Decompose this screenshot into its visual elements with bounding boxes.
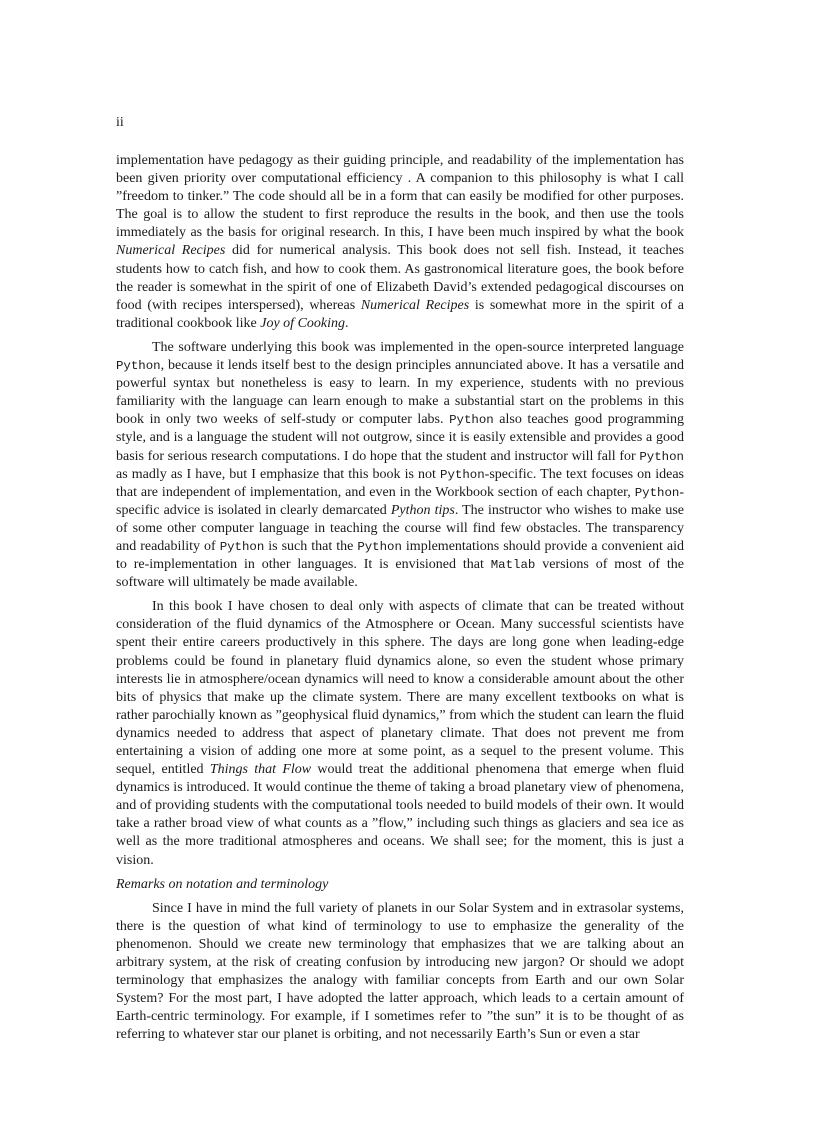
text-run: implementations should provide a convenient aid to re-implementation in other languages. It is envisioned that	[116, 538, 684, 573]
paragraph	[116, 900, 684, 1045]
text-run: is such that the	[264, 538, 358, 554]
code-text: Python	[357, 539, 402, 554]
text-run: is somewhat more in the spirit of a traditional cookbook like	[116, 297, 684, 331]
text-run: , because it lends itself best to the design principles annunciated above. It has a versatile and powerful syntax but nonetheless is easy to learn. In my experience, students with no previous familiarity with the language can learn enough to make a substantial start on the problems in this book in only two weeks of self-study or computer labs.	[116, 358, 684, 428]
italic-text: Numerical Recipes	[360, 297, 470, 313]
section-heading: Remarks on notation and terminology	[116, 876, 329, 892]
italic-text: Numerical Recipes	[116, 243, 226, 259]
italic-text: Joy of Cooking	[260, 315, 346, 331]
text-run: . The instructor who wishes to make use of some other computer language in teaching the course will find few obstacles. The transparency and readability of	[116, 502, 684, 554]
text-run: implementation have pedagogy as their guiding principle, and readability of the implementation has been given priority over computational efficiency . A companion to this philosophy is what I call ”freedom to tinker.” The code should all be in a form that can easily be modified for other purposes. The goal is to allow the student to first reproduce the results in the book, and then use the tools immediately as the basis for original research. In this, I have been much inspired by what the book	[116, 153, 684, 241]
text-run: -specific advice is isolated in clearly demarcated	[116, 484, 684, 518]
code-text: Python	[634, 485, 680, 500]
paragraph	[116, 152, 684, 333]
text-run: versions of most of the software will ultimately be made available.	[116, 557, 684, 591]
text-run: In this book I have chosen to deal only with aspects of climate that can be treated without consideration of the fluid dynamics of the Atmosphere or Ocean. Many successful scientists have spent their entire careers productively in this sphere. The days are long gone when leading-edge problems could be found in planetary fluid dynamics alone, so even the student whose primary interests lie in atmosphere/ocean dynamics will need to know a considerable amount about the other bits of physics that make up the climate system. There are many excellent textbooks on what is rather parochially known as ”geophysical fluid dynamics,” from which the student can learn the fluid dynamics needed to address that aspect of planetary climate. That does not prevent me from entertaining a vision of adding one more at some point, as a sequel to the present volume. This sequel, entitled	[116, 599, 684, 778]
code-text: Python	[219, 539, 265, 554]
code-text: Python	[639, 449, 684, 464]
text-run: also teaches good programming style, and is a language the student will not outgrow, since it is easily extensible and provides a good basis for serious research computations. I do hope that the student and instructor will fall for	[116, 412, 684, 464]
paragraph	[116, 339, 684, 592]
code-text: Matlab	[490, 558, 536, 573]
text-run: .	[345, 315, 349, 331]
italic-text: Python tips	[390, 502, 455, 518]
italic-text: Things that Flow	[209, 762, 312, 778]
text-run: Since I have in mind the full variety of planets in our Solar System and in extrasolar systems, there is the question of what kind of terminology to use to emphasize the generality of the phenomenon. Should we create new terminology that emphasizes that we are talking about an arbitrary system, at the risk of creating confusion by introducing new jargon? Or should we adopt terminology that emphasizes the analogy with familiar concepts from Earth and our own Solar System? For the most part, I have adopted the latter approach, which leads to a certain amount of Earth-centric terminology. For example, if I sometimes refer to ”the sun” it is to be thought of as referring to whatever star our planet is orbiting, and not necessarily Earth’s Sun or even a star	[116, 900, 684, 1043]
text-run: -specific. The text focuses on ideas that are independent of implementation, and even in the Workbook section of each chapter,	[116, 466, 685, 500]
code-text: Python	[116, 359, 161, 374]
text-run: The software underlying this book was implemented in the open-source interpreted language	[152, 339, 684, 355]
paragraph	[116, 598, 684, 869]
text-run: would treat the additional phenomena that emerge when fluid dynamics is introduced. It would continue the theme of taking a broad planetary view of phenomena, and of providing students with the computational tools needed to build models of their own. It would take a rather broad view of what counts as a ”flow,” including such things as glaciers and sea ice as well as the more traditional atmospheres and oceans. We shall see; for the moment, this is just a vision.	[116, 762, 684, 868]
text-run: did for numerical analysis. This book does not sell fish. Instead, it teaches students how to catch fish, and how to cook them. As gastronomical literature goes, the book before the reader is somewhat in the spirit of one of Elizabeth David’s extended pedagogical discourses on food (with recipes interspersed), whereas	[116, 243, 684, 313]
code-text: Python	[449, 413, 494, 428]
page-number: ii	[116, 115, 124, 130]
body-text	[116, 152, 684, 1051]
text-run: as madly as I have, but I emphasize that this book is not	[116, 466, 441, 482]
code-text: Python	[440, 467, 485, 482]
